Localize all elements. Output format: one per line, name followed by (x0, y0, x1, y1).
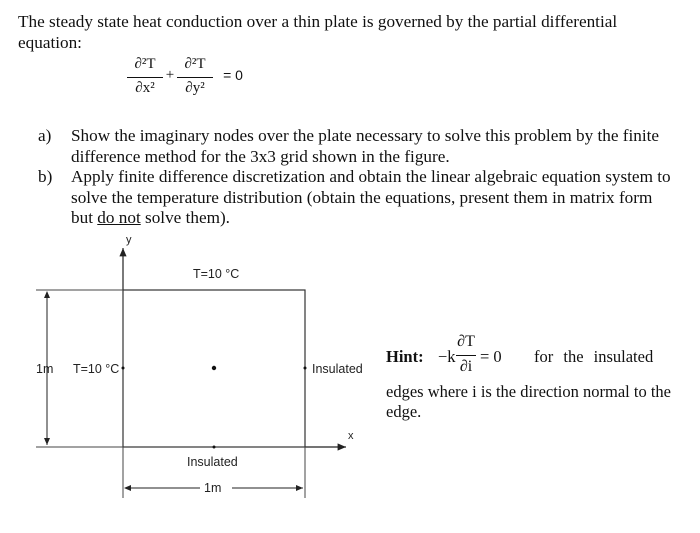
hint-tail: for the insulated (534, 347, 654, 366)
equation-rhs: = 0 (223, 67, 243, 83)
top-boundary-label: T=10 °C (193, 267, 240, 281)
question-b-marker: b) (38, 167, 53, 186)
bottom-boundary-label: Insulated (187, 455, 238, 469)
hint-prefix: −k (438, 347, 456, 366)
hint-line2: edges where i is the direction normal to the edge. (386, 382, 671, 421)
term2-denominator: ∂y² (185, 80, 205, 96)
width-dimension-label: 1m (204, 481, 222, 495)
plus-sign: + (165, 67, 175, 83)
y-axis-label: y (126, 234, 132, 246)
center-node (212, 366, 216, 370)
hint-label: Hint: (386, 347, 424, 366)
hint-denominator: ∂i (459, 358, 473, 375)
hint-numerator: ∂T (457, 333, 475, 350)
height-dimension-label: 1m (36, 362, 54, 376)
hint-equals: = 0 (480, 347, 502, 366)
right-boundary-label: Insulated (312, 362, 363, 376)
left-mid-node (122, 367, 125, 370)
question-b-text-pre: Apply finite difference discretization and obtain the linear algebraic equation system to solve the temperature distribution (obtain the equations, present them in matrix form but (71, 167, 671, 227)
question-b-text-post: solve them). (140, 208, 230, 227)
hint-block (386, 333, 676, 422)
hint-equation-row (386, 333, 676, 382)
intro-paragraph: The steady state heat conduction over a thin plate is governed by the partial differential equation: (18, 12, 618, 52)
term2-numerator: ∂²T (184, 56, 206, 72)
question-a-text: Show the imaginary nodes over the plate necessary to solve this problem by the finite difference method for the 3x3 grid shown in the figure. (71, 126, 660, 166)
left-boundary-label: T=10 °C (73, 362, 120, 376)
term1-numerator: ∂²T (134, 56, 156, 72)
question-b-underlined: do not (97, 208, 141, 227)
x-axis-label: x (348, 430, 354, 442)
right-mid-node (304, 367, 307, 370)
hint-fraction-bar (456, 355, 476, 356)
term1-denominator: ∂x² (135, 80, 155, 96)
bottom-mid-node (213, 446, 216, 449)
question-a-marker: a) (38, 126, 52, 145)
